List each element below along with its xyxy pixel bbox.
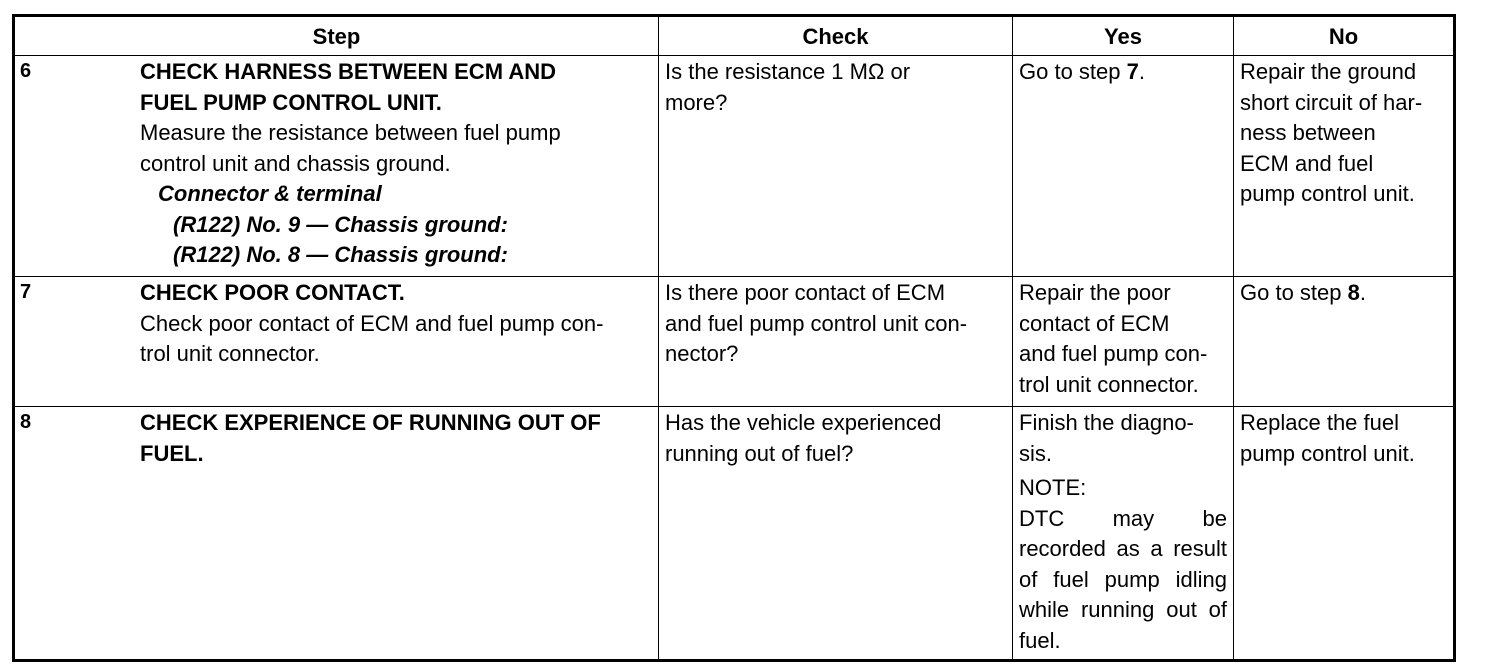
step-title-line: CHECK HARNESS BETWEEN ECM AND [140,59,556,84]
step-cell [14,407,659,661]
yes-text-line: contact of ECM [1019,310,1170,336]
yes-text-line: sis. [1019,440,1052,466]
table-row-step-8 [14,407,1455,661]
no-text-line: ness between [1240,120,1376,145]
no-text-line: pump control unit. [1240,440,1415,466]
check-text-line: more? [665,89,728,115]
no-text-line: Replace the fuel [1240,410,1399,435]
yes-cell [1013,277,1234,407]
no-cell [1234,407,1455,661]
note-label: NOTE: [1019,475,1087,500]
header-step: Step [14,16,659,56]
check-text-line: nector? [665,341,739,366]
table-row-step-6 [14,56,1455,277]
no-cell [1234,277,1455,407]
yes-step-ref: 7 [1126,59,1139,84]
step-title-line: FUEL PUMP CONTROL UNIT. [140,89,442,115]
table-row-step-7 [14,277,1455,407]
yes-text-line: trol unit connector. [1019,371,1199,397]
diagnostic-table [12,14,1456,662]
check-cell [659,277,1013,407]
no-text-line: Repair the ground [1240,59,1417,84]
yes-suffix: . [1138,59,1145,84]
step-number: 6 [20,60,32,82]
step-description-line: trol unit connector. [140,341,320,366]
no-step-ref: 8 [1347,280,1360,305]
header-row [14,16,1455,56]
connector-terminal-line: (R122) No. 9 — Chassis ground: [173,211,508,237]
yes-text-line: Finish the diagno- [1019,410,1194,435]
header-yes: Yes [1013,16,1234,56]
step-title-line: CHECK POOR CONTACT. [140,280,405,305]
no-suffix: . [1359,280,1366,305]
no-text-line: short circuit of har- [1240,89,1423,115]
check-text-line: Is there poor contact of ECM [665,280,946,305]
step-number: 8 [20,411,32,433]
no-cell [1234,56,1455,277]
yes-text-line: Repair the poor [1019,280,1171,305]
yes-text-line: and fuel pump con- [1019,341,1208,366]
note-text: DTC may be recorded as a result of fuel pump idling while running out of fuel. [1019,505,1227,653]
no-text-line: ECM and fuel [1240,150,1374,176]
yes-cell [1013,56,1234,277]
step-description-line: Measure the resistance between fuel pump [140,120,561,145]
step-description-line: control unit and chassis ground. [140,150,451,176]
step-description-line: Check poor contact of ECM and fuel pump con- [140,310,604,336]
check-text-line: running out of fuel? [665,440,854,466]
step-title-line: CHECK EXPERIENCE OF RUNNING OUT OF [140,410,601,435]
check-cell [659,407,1013,661]
step-cell [14,56,659,277]
step-title-line: FUEL. [140,440,204,466]
header-no: No [1234,16,1455,56]
connector-terminal-title: Connector & terminal [158,181,382,206]
connector-terminal-line: (R122) No. 8 — Chassis ground: [173,242,508,267]
no-text-line: pump control unit. [1240,181,1415,206]
check-text-line: and fuel pump control unit con- [665,310,968,336]
no-prefix: Go to step [1240,280,1348,305]
step-cell [14,277,659,407]
check-text-line: Has the vehicle experienced [665,410,942,435]
yes-prefix: Go to step [1019,59,1127,84]
step-number: 7 [20,281,32,303]
yes-cell [1013,407,1234,661]
header-check: Check [659,16,1013,56]
check-text-line: Is the resistance 1 MΩ or [665,59,911,84]
check-cell [659,56,1013,277]
